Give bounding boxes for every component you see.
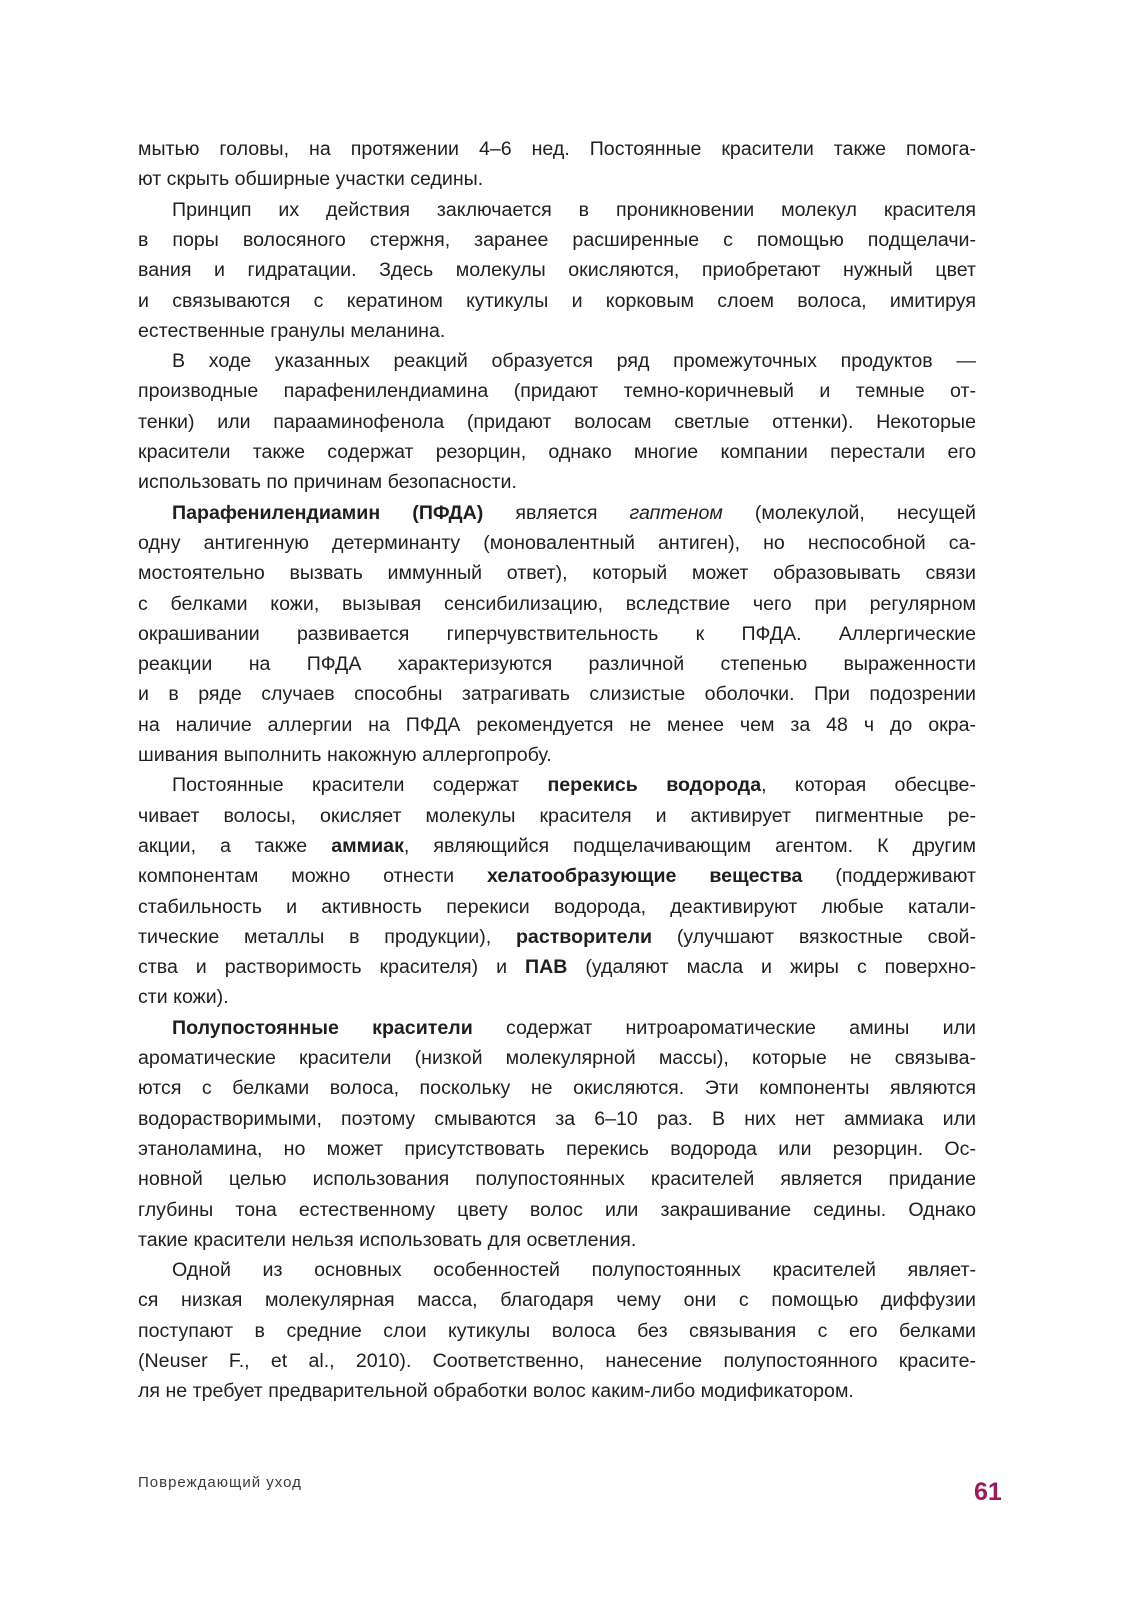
text-line [138,289,976,313]
text-run: Одной из основных особенностей полупостоянных красителей являет- [172,1259,976,1281]
text-line [138,804,976,828]
text-run: естественные гранулы меланина. [138,320,446,342]
bold-term: Парафенилендиамин (ПФДА) [172,502,484,524]
text-line [138,864,976,888]
italic-term: гаптеном [629,502,723,524]
text-run: на наличие аллергии на ПФДА рекомендуется не менее чем за 48 ч до окра- [138,714,976,736]
text-line [138,1258,976,1282]
text-line [138,1319,976,1343]
bold-term: ПАВ [525,956,568,978]
text-line [138,319,976,343]
text-line [138,501,976,525]
text-line [138,1228,976,1252]
text-run: и в ряде случаев способны затрагивать слизистые оболочки. При подозрении [138,683,976,705]
text-run: , которая обесцве- [761,774,976,796]
text-line [138,410,976,434]
text-run: одну антигенную детерминанту (моновалентный антиген), но неспособной са- [138,532,976,554]
text-line [138,167,976,191]
text-run: стабильность и активность перекиси водорода, деактивируют любые катали- [138,896,976,918]
text-run: акции, а также [138,835,332,857]
text-run: мытью головы, на протяжении 4–6 нед. Постоянные красители также помога- [138,138,976,160]
text-run: красители также содержат резорцин, однако многие компании перестали его [138,441,976,463]
text-line [138,198,976,222]
text-line [138,713,976,737]
text-run: В ходе указанных реакций образуется ряд промежуточных продуктов — [172,350,976,372]
text-run: сти кожи). [138,986,229,1008]
text-run: содержат нитроароматические амины или [472,1017,976,1039]
text-line [138,955,976,979]
text-run: окрашивании развивается гиперчувствительность к ПФДА. Аллергические [138,623,976,645]
text-line [138,1076,976,1100]
text-line [138,773,976,797]
bold-term: Полупостоянные красители [172,1017,473,1039]
text-line [138,531,976,555]
text-run: тические металлы в продукции), [138,926,516,948]
text-run: ля не требует предварительной обработки волос каким-либо модификатором. [138,1380,854,1402]
text-run: является [483,502,630,524]
text-run: ся низкая молекулярная масса, благодаря чему они с помощью диффузии [138,1289,976,1311]
text-line [138,258,976,282]
text-run: водорастворимыми, поэтому смываются за 6–10 раз. В них нет аммиака или [138,1108,976,1130]
text-run: чивает волосы, окисляет молекулы красителя и активирует пигментные ре- [138,805,976,827]
running-footer-title: Повреждающий уход [138,1474,302,1491]
text-line [138,925,976,949]
text-run: с белками кожи, вызывая сенсибилизацию, вследствие чего при регулярном [138,593,976,615]
text-run: глубины тона естественному цвету волос или закрашивание седины. Однако [138,1199,976,1221]
text-run: такие красители нельзя использовать для осветления. [138,1229,637,1251]
text-line [138,137,976,161]
text-run: Принцип их действия заключается в проникновении молекул красителя [172,199,976,221]
text-line [138,1016,976,1040]
bold-term: растворители [515,926,653,948]
text-line [138,1379,976,1403]
text-run: поступают в средние слои кутикулы волоса без связывания с его белками [138,1320,976,1342]
text-line [138,1288,976,1312]
text-run: производные парафенилендиамина (придают темно-коричневый и темные от- [138,380,976,402]
text-run: реакции на ПФДА характеризуются различной степенью выраженности [138,653,976,675]
text-run: тенки) или парааминофенола (придают волосам светлые оттенки). Некоторые [138,411,976,433]
text-run: использовать по причинам безопасности. [138,471,517,493]
text-run: (удаляют масла и жиры с поверхно- [567,956,976,978]
text-run: (поддерживают [802,865,976,887]
text-line [138,592,976,616]
text-run: ют скрыть обширные участки седины. [138,168,484,190]
text-run: Постоянные красители содержат [172,774,548,796]
text-line [138,834,976,858]
text-run: (улучшают вязкостные свой- [652,926,977,948]
text-line [138,985,976,1009]
text-line [138,440,976,464]
text-line [138,1167,976,1191]
text-line [138,349,976,373]
bold-term: аммиак [331,835,404,857]
text-line [138,379,976,403]
text-run: ства и растворимость красителя) и [138,956,526,978]
text-run: , являющийся подщелачивающим агентом. К другим [403,835,976,857]
text-run: компонентам можно отнести [138,865,487,887]
text-run: ароматические красители (низкой молекулярной массы), которые не связыва- [138,1047,976,1069]
text-run: новной целью использования полупостоянных красителей является придание [138,1168,976,1190]
text-line [138,1137,976,1161]
text-line [138,1107,976,1131]
text-run: в поры волосяного стержня, заранее расширенные с помощью подщелачи- [138,229,976,251]
text-line [138,743,976,767]
text-line [138,470,976,494]
page-number: 61 [974,1478,1002,1506]
text-run: мостоятельно вызвать иммунный ответ), который может образовывать связи [138,562,976,584]
text-run: ются с белками волоса, поскольку не окисляются. Эти компоненты являются [138,1077,976,1099]
text-run: (Neuser F., et al., 2010). Соответственно, нанесение полупостоянного красите- [138,1350,976,1372]
text-line [138,561,976,585]
bold-term: перекись водорода [547,774,762,796]
text-line [138,228,976,252]
text-line [138,1198,976,1222]
bold-term: хелатообразующие вещества [486,865,803,887]
text-run: вания и гидратации. Здесь молекулы окисляются, приобретают нужный цвет [138,259,976,281]
text-line [138,682,976,706]
text-line [138,1046,976,1070]
text-run: (молекулой, несущей [722,502,976,524]
text-line [138,622,976,646]
text-run: этаноламина, но может присутствовать перекись водорода или резорцин. Ос- [138,1138,976,1160]
text-run: и связываются с кератином кутикулы и корковым слоем волоса, имитируя [138,290,976,312]
text-line [138,895,976,919]
text-line [138,652,976,676]
text-line [138,1349,976,1373]
text-run: шивания выполнить накожную аллергопробу. [138,744,552,766]
